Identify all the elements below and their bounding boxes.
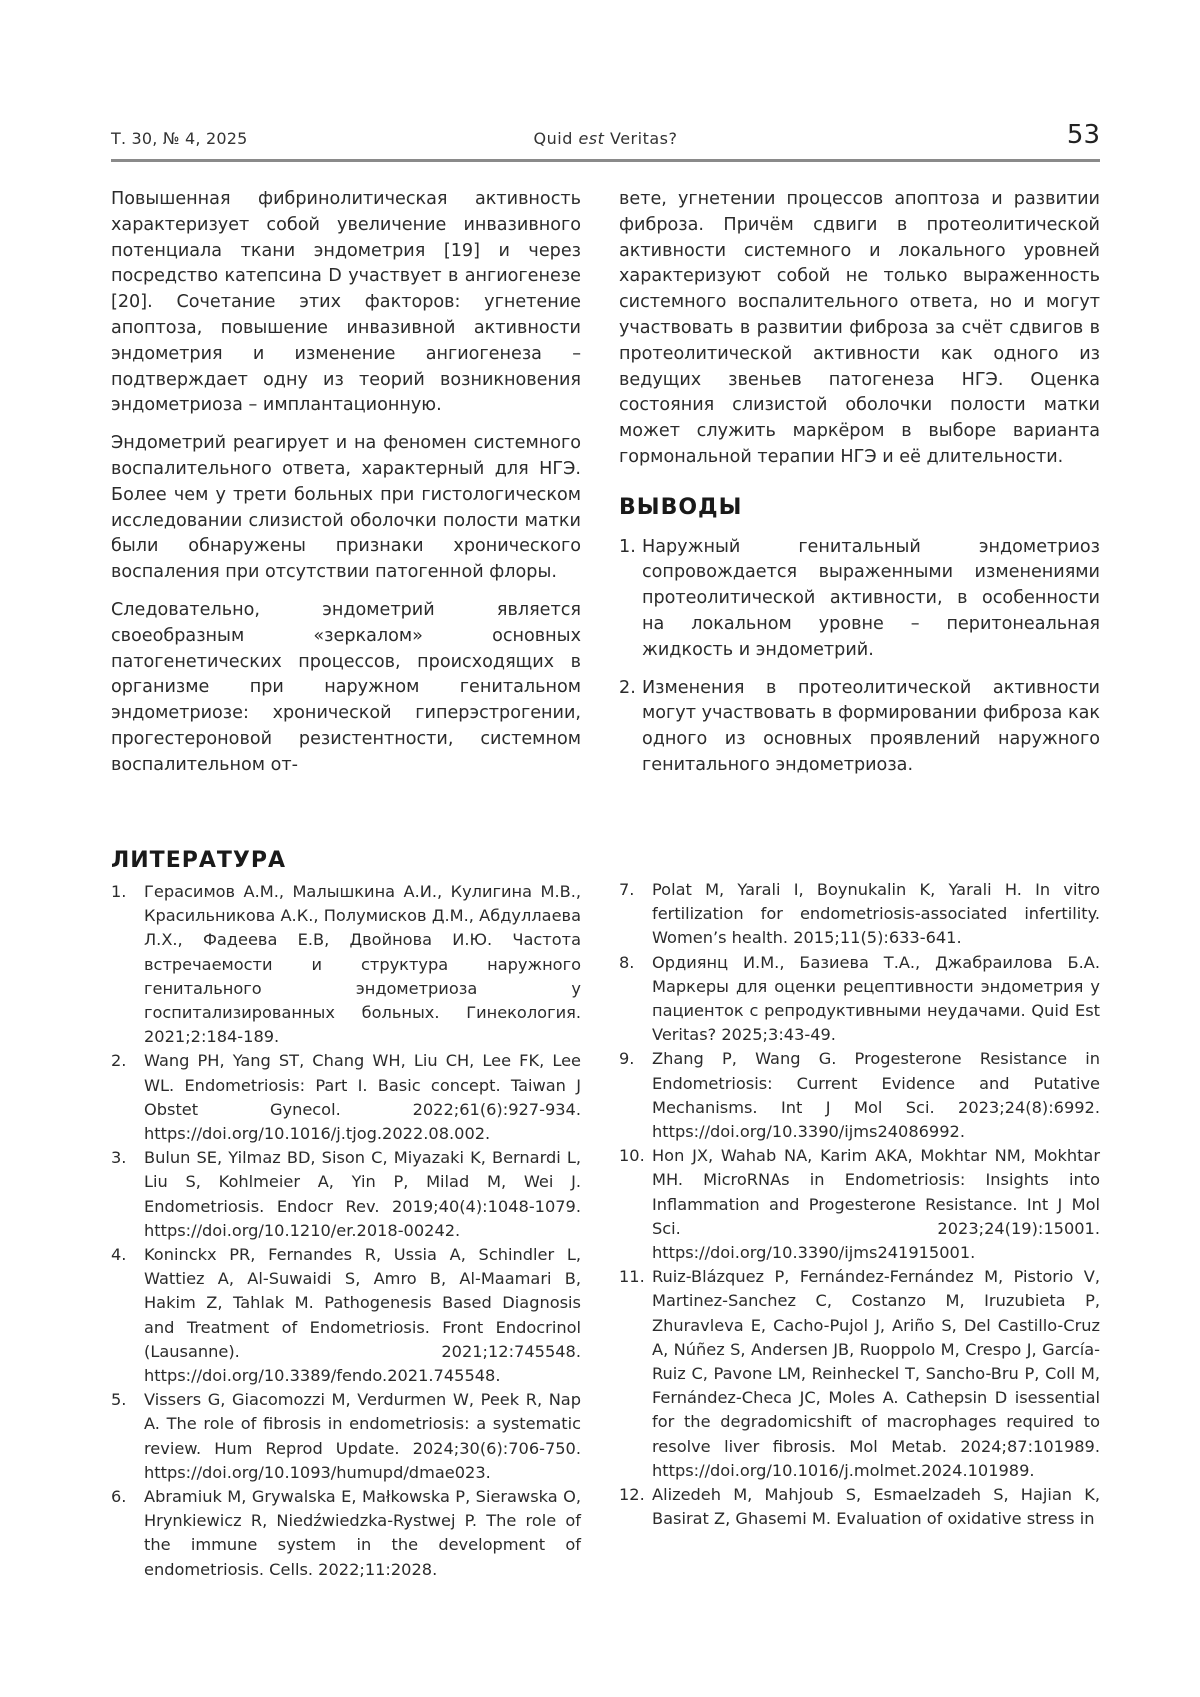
reference-text: Hon JX, Wahab NA, Karim AKA, Mokhtar NM, Mokhtar MH. MicroRNAs in Endometriosis: Insights into Inflammation and Progesterone Resistance. Int J Mol Sci. 2023;24(19):15001. https://doi.org/10.3390/ijms241915001.	[652, 1146, 1100, 1263]
reference-item	[111, 1243, 581, 1388]
reference-number: 3.	[111, 1148, 127, 1168]
reference-item	[111, 1485, 581, 1582]
reference-item	[619, 1144, 1100, 1265]
paragraph: вете, угнетении процессов апоптоза и развитии фиброза. Причём сдвиги в протеолитической активности системного и локального уровней характеризуют собой не только выраженность системного воспалительного ответа, но и могут участвовать в развитии фиброза за счёт сдвигов в протеолитической активности как одного из ведущих звеньев патогенеза НГЭ. Оценка состояния слизистой оболочки полости матки может служить маркёром в выборе варианта гормональной терапии НГЭ и её длительности.	[619, 189, 1100, 467]
reference-number: 9.	[619, 1049, 635, 1069]
reference-number: 2.	[111, 1051, 127, 1071]
reference-text: Polat M, Yarali I, Boynukalin K, Yarali H. In vitro fertilization for endometriosis-associated infertility. Women’s health. 2015;11(5):633-641.	[652, 880, 1100, 948]
reference-number: 6.	[111, 1487, 127, 1507]
reference-text: Koninckx PR, Fernandes R, Ussia A, Schindler L, Wattiez A, Al-Suwaidi S, Amro B, Al-Maamari B, Hakim Z, Tahlak M. Pathogenesis Based Diagnosis and Treatment of Endometriosis. Front Endocrinol (Lausanne). 2021;12:745548. https://doi.org/10.3389/fendo.2021.745548.	[144, 1245, 581, 1386]
conclusion-number: 1.	[619, 536, 636, 557]
reference-number: 4.	[111, 1245, 127, 1265]
conclusion-text: Наружный генитальный эндометриоз сопровождается выраженными изменениями протеолитической активности, в особенности на локальном уровне – перитонеальная жидкость и эндометрий.	[642, 536, 1100, 660]
reference-text: Zhang P, Wang G. Progesterone Resistance in Endometriosis: Current Evidence and Putative Mechanisms. Int J Mol Sci. 2023;24(8):6992. https://doi.org/10.3390/ijms24086992.	[652, 1049, 1100, 1142]
conclusion-number: 2.	[619, 677, 636, 698]
paragraph: Повышенная фибринолитическая активность характеризует собой увеличение инвазивного потенциала ткани эндометрия [19] и через посредство катепсина D участвует в ангиогенезе [20]. Сочетание этих факторов: угнетение апоптоза, повышение инвазивной активности эндометрия и изменение ангиогенеза – подтверждает одну из теорий возникновения эндометриоза – имплантационную.	[111, 189, 581, 416]
paragraph: Эндометрий реагирует и на феномен системного воспалительного ответа, характерный для НГЭ. Более чем у трети больных при гистологическом исследовании слизистой оболочки полости матки были обнаружены признаки хронического воспаления при отсутствии патогенной флоры.	[111, 433, 581, 583]
reference-number: 8.	[619, 952, 635, 972]
reference-item	[619, 1047, 1100, 1144]
reference-item	[619, 878, 1100, 951]
issue-info: Т. 30, № 4, 2025	[111, 129, 248, 148]
paragraph: Следовательно, эндометрий является своеобразным «зеркалом» основных патогенетических процессов, происходящих в организме при наружном генитальном эндометриозе: хронической гиперэстрогении, прогестероновой резистентности, системном воспалительном от-	[111, 599, 581, 775]
reference-item	[111, 880, 581, 1049]
reference-number: 11.	[619, 1267, 645, 1287]
reference-number: 10.	[619, 1146, 645, 1166]
reference-item	[619, 1265, 1100, 1483]
conclusion-item	[619, 676, 1100, 779]
reference-number: 5.	[111, 1390, 127, 1410]
running-header	[111, 120, 1100, 156]
journal-title-prefix: Quid	[533, 129, 579, 148]
reference-text: Alizedeh M, Mahjoub S, Esmaelzadeh S, Hajian K, Basirat Z, Ghasemi M. Evaluation of oxidative stress in	[652, 1485, 1100, 1529]
reference-item	[111, 1146, 581, 1243]
page-number: 53	[1066, 120, 1100, 150]
reference-number: 12.	[619, 1485, 645, 1505]
header-divider	[111, 159, 1100, 162]
references-heading: ЛИТЕРАТУРА	[111, 848, 286, 873]
conclusions-heading: ВЫВОДЫ	[619, 494, 743, 520]
references-column-left	[111, 880, 581, 1582]
reference-number: 1.	[111, 882, 127, 901]
conclusion-text: Изменения в протеолитической активности могут участвовать в формировании фиброза как одного из основных проявлений наружного генитального эндометриоза.	[642, 677, 1100, 775]
reference-item	[619, 1483, 1100, 1531]
reference-text: Герасимов А.М., Малышкина А.И., Кулигина М.В., Красильникова А.К., Полумисков Д.М., Абдуллаева Л.Х., Фадеева Е.В, Двойнова И.Ю. Частота встречаемости и структура наружного генитального эндометриоза у госпитализированных больных. Гинекология. 2021;2:184-189.	[144, 882, 581, 1047]
reference-item	[619, 951, 1100, 1048]
conclusions-list	[619, 535, 1100, 779]
conclusion-item	[619, 535, 1100, 664]
reference-item	[111, 1049, 581, 1146]
reference-text: Ордиянц И.М., Базиева Т.А., Джабраилова Б.А. Маркеры для оценки рецептивности эндометрия у пациенток с репродуктивными неудачами. Quid Est Veritas? 2025;3:43-49.	[652, 952, 1100, 1045]
references-column-right	[619, 878, 1100, 1531]
reference-text: Abramiuk M, Grywalska E, Małkowska P, Sierawska O, Hrynkiewicz R, Niedźwiedzka-Rystwej P. The role of the immune system in the development of endometriosis. Cells. 2022;11:2028.	[144, 1487, 581, 1579]
reference-text: Ruiz-Blázquez P, Fernández-Fernández M, Pistorio V, Martinez-Sanchez C, Costanzo M, Iruzubieta P, Zhuravleva E, Cacho-Pujol J, Ariño S, Del Castillo-Cruz A, Núñez S, Andersen JB, Ruoppolo M, Crespo J, García-Ruiz C, Pavone LM, Reinheckel T, Sancho-Bru P, Coll M, Fernández-Checa JC, Moles A. Cathepsin D isessential for the degradomicshift of macrophages required to resolve liver fibrosis. Mol Metab. 2024;87:101989. https://doi.org/10.1016/j.molmet.2024.101989.	[652, 1267, 1100, 1480]
journal-title	[111, 129, 1100, 148]
body-column-left	[111, 187, 581, 791]
reference-text: Vissers G, Giacomozzi M, Verdurmen W, Peek R, Nap A. The role of fibrosis in endometriosis: a systematic review. Hum Reprod Update. 2024;30(6):706-750. https://doi.org/10.1093/humupd/dmae023.	[144, 1390, 581, 1482]
reference-item	[111, 1388, 581, 1485]
reference-text: Bulun SE, Yilmaz BD, Sison C, Miyazaki K, Bernardi L, Liu S, Kohlmeier A, Yin P, Milad M, Wei J. Endometriosis. Endocr Rev. 2019;40(4):1048-1079. https://doi.org/10.1210/er.2018-00242.	[144, 1148, 581, 1240]
body-column-right	[619, 187, 1100, 791]
journal-title-italic: est	[578, 129, 605, 148]
journal-title-suffix: Veritas?	[604, 129, 678, 148]
reference-text: Wang PH, Yang ST, Chang WH, Liu CH, Lee FK, Lee WL. Endometriosis: Part I. Basic concept. Taiwan J Obstet Gynecol. 2022;61(6):927-934. https://doi.org/10.1016/j.tjog.2022.08.002.	[144, 1051, 581, 1144]
reference-number: 7.	[619, 880, 635, 899]
